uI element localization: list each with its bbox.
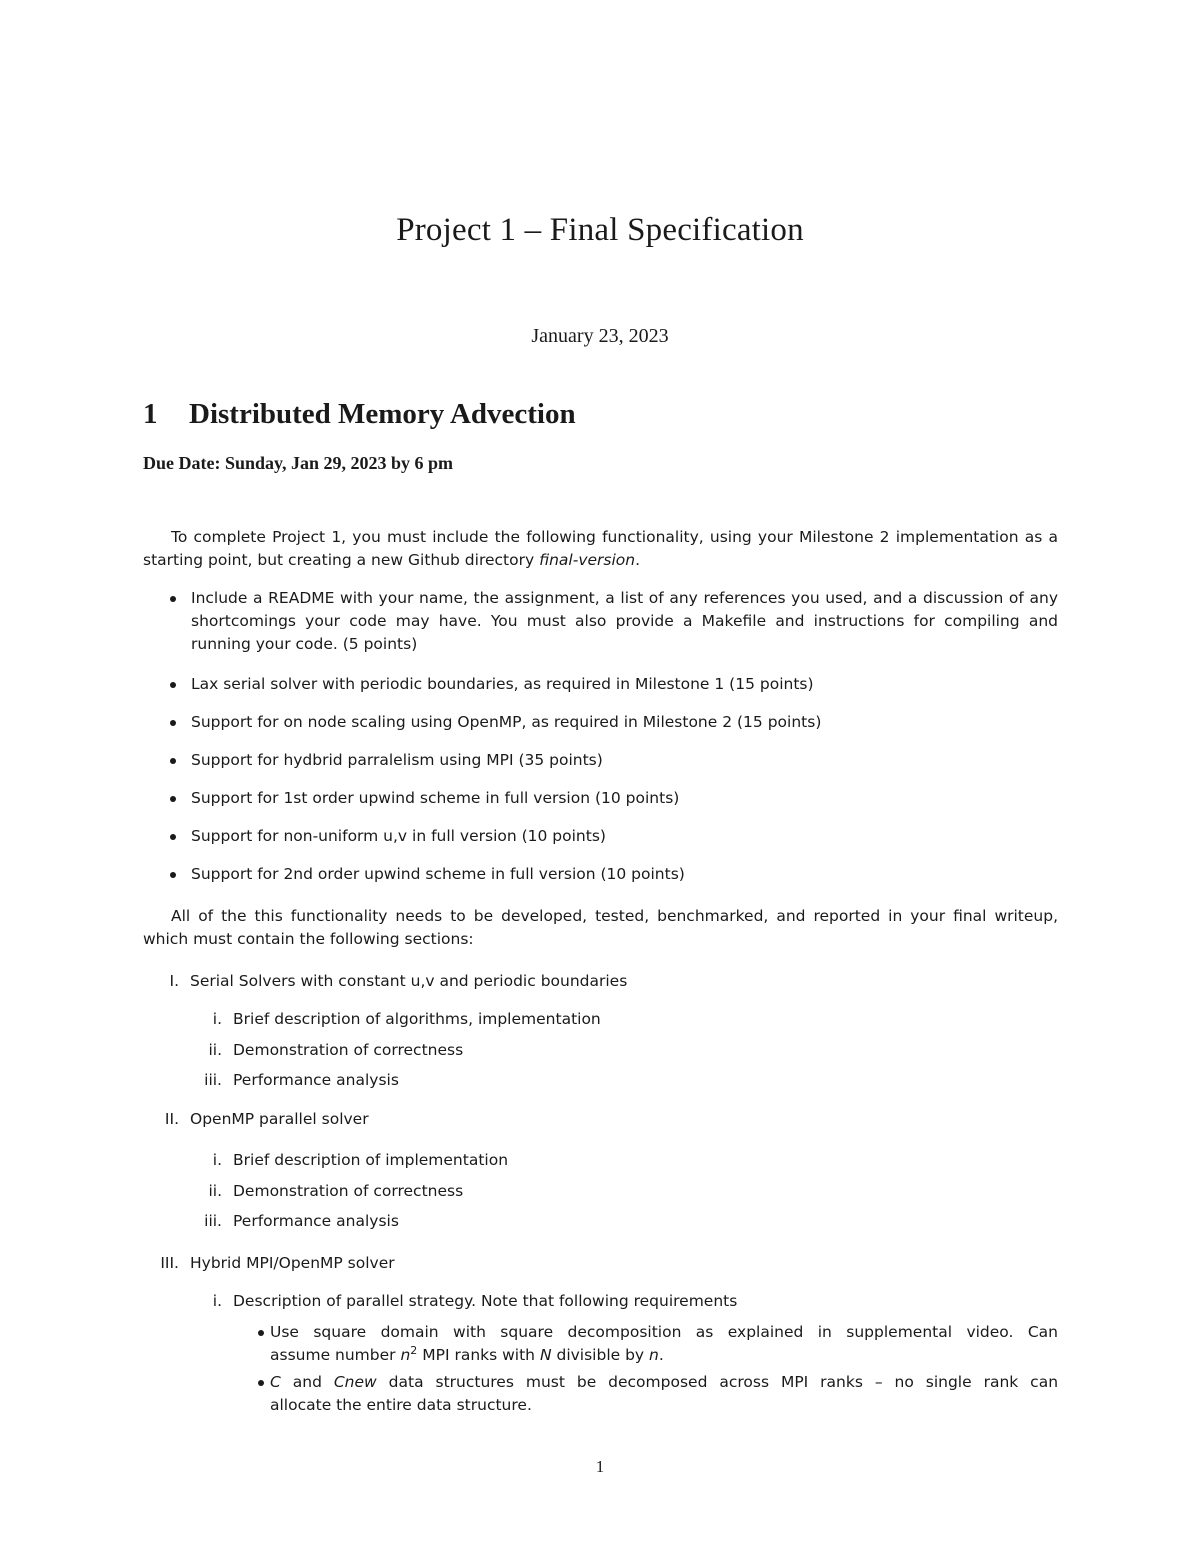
math-var: C (270, 1373, 281, 1391)
section-numeral: II. (164, 1110, 179, 1128)
bullet-icon (170, 720, 176, 726)
parallel-requirement-2 (270, 1371, 1058, 1417)
intro-emphasis: final-version (539, 551, 636, 569)
requirement-text: Support for 2nd order upwind scheme in full version (10 points) (191, 865, 685, 883)
subitem-numeral: i. (212, 1151, 222, 1169)
section-numeral: III. (160, 1254, 179, 1272)
page-number: 1 (595, 1457, 605, 1476)
document-date: January 23, 2023 (531, 325, 669, 347)
subitem-text: Brief description of algorithms, implementation (233, 1010, 601, 1028)
math-var: N (539, 1346, 552, 1364)
bullet-icon (170, 834, 176, 840)
due-date: Due Date: Sunday, Jan 29, 2023 by 6 pm (143, 453, 454, 473)
list-item (166, 863, 1058, 886)
section-item-title: Serial Solvers with constant u,v and periodic boundaries (190, 972, 628, 990)
requirement-text: Include a README with your name, the assignment, a list of any references you used, and a discussion of any shortcomings your code may have. You must also provide a Makefile and instructions for compiling and running your code. (5 points) (191, 589, 1058, 653)
page-title: Project 1 – Final Specification (396, 212, 804, 248)
list-item (166, 749, 1058, 772)
bullet-icon (170, 758, 176, 764)
list-item (166, 673, 1058, 696)
intro-text: To complete Project 1, you must include the following functionality, using your Milestone 2 implementation as a starting point, but creating a new Github directory (143, 528, 1058, 569)
subitem-text: Demonstration of correctness (233, 1182, 464, 1200)
parallel-req-line (270, 1371, 1058, 1394)
section-title: Distributed Memory Advection (189, 398, 576, 430)
subitem-text: Demonstration of correctness (233, 1041, 464, 1059)
intro-end: . (635, 551, 641, 569)
list-item (166, 711, 1058, 734)
writeup-intro: All of the this functionality needs to be developed, tested, benchmarked, and reported in your final writeup, which must contain the following sections: (143, 907, 1058, 948)
parallel-requirement-1 (270, 1321, 1058, 1367)
subitem-numeral: i. (212, 1010, 222, 1028)
subitem-text: Brief description of implementation (233, 1151, 509, 1169)
math-var: n (649, 1346, 659, 1364)
section-item-title: OpenMP parallel solver (190, 1110, 369, 1128)
bullet-icon (170, 596, 176, 602)
bullet-icon (258, 1380, 264, 1386)
bullet-icon (170, 796, 176, 802)
parallel-req-line-2: allocate the entire data structure. (270, 1396, 532, 1414)
math-var: n (400, 1346, 411, 1364)
subitem-text: Performance analysis (233, 1212, 399, 1230)
requirement-text: Support for 1st order upwind scheme in full version (10 points) (191, 789, 680, 807)
list-item (166, 787, 1058, 810)
bullet-icon (258, 1330, 264, 1336)
bullet-icon (170, 682, 176, 688)
parallel-req-text: assume number (270, 1346, 401, 1364)
section-number: 1 (143, 398, 158, 430)
requirement-text: Support for on node scaling using OpenMP, as required in Milestone 2 (15 points) (191, 713, 822, 731)
math-var: Cnew (333, 1373, 377, 1391)
requirement-text: Support for hydbrid parralelism using MPI (35 points) (191, 751, 603, 769)
parallel-req-text: divisible by (551, 1346, 650, 1364)
bullet-icon (170, 872, 176, 878)
parallel-req-line-2 (270, 1344, 1058, 1367)
section-item-title: Hybrid MPI/OpenMP solver (190, 1254, 395, 1272)
subitem-numeral: iii. (204, 1212, 222, 1230)
math-exponent: 2 (410, 1343, 418, 1357)
subitem-numeral: i. (212, 1292, 222, 1310)
requirement-text: Support for non-uniform u,v in full version (10 points) (191, 827, 606, 845)
subitem-numeral: iii. (204, 1071, 222, 1089)
parallel-req-text: and (280, 1373, 334, 1391)
list-item (166, 825, 1058, 848)
subitem-text: Description of parallel strategy. Note that following requirements (233, 1292, 738, 1310)
subitem-numeral: ii. (208, 1182, 222, 1200)
parallel-req-line: Use square domain with square decomposition as explained in supplemental video. Can (270, 1323, 1058, 1341)
subitem-numeral: ii. (208, 1041, 222, 1059)
section-numeral: I. (169, 972, 179, 990)
requirement-text: Lax serial solver with periodic boundaries, as required in Milestone 1 (15 points) (191, 675, 814, 693)
subitem-text: Performance analysis (233, 1071, 399, 1089)
parallel-req-text: MPI ranks with (417, 1346, 540, 1364)
section-heading (143, 398, 576, 431)
intro-paragraph (143, 526, 1058, 572)
parallel-req-text: data structures must be decomposed across MPI ranks – no single rank can (376, 1373, 1059, 1391)
list-item (166, 587, 1058, 656)
parallel-req-text: . (658, 1346, 664, 1364)
